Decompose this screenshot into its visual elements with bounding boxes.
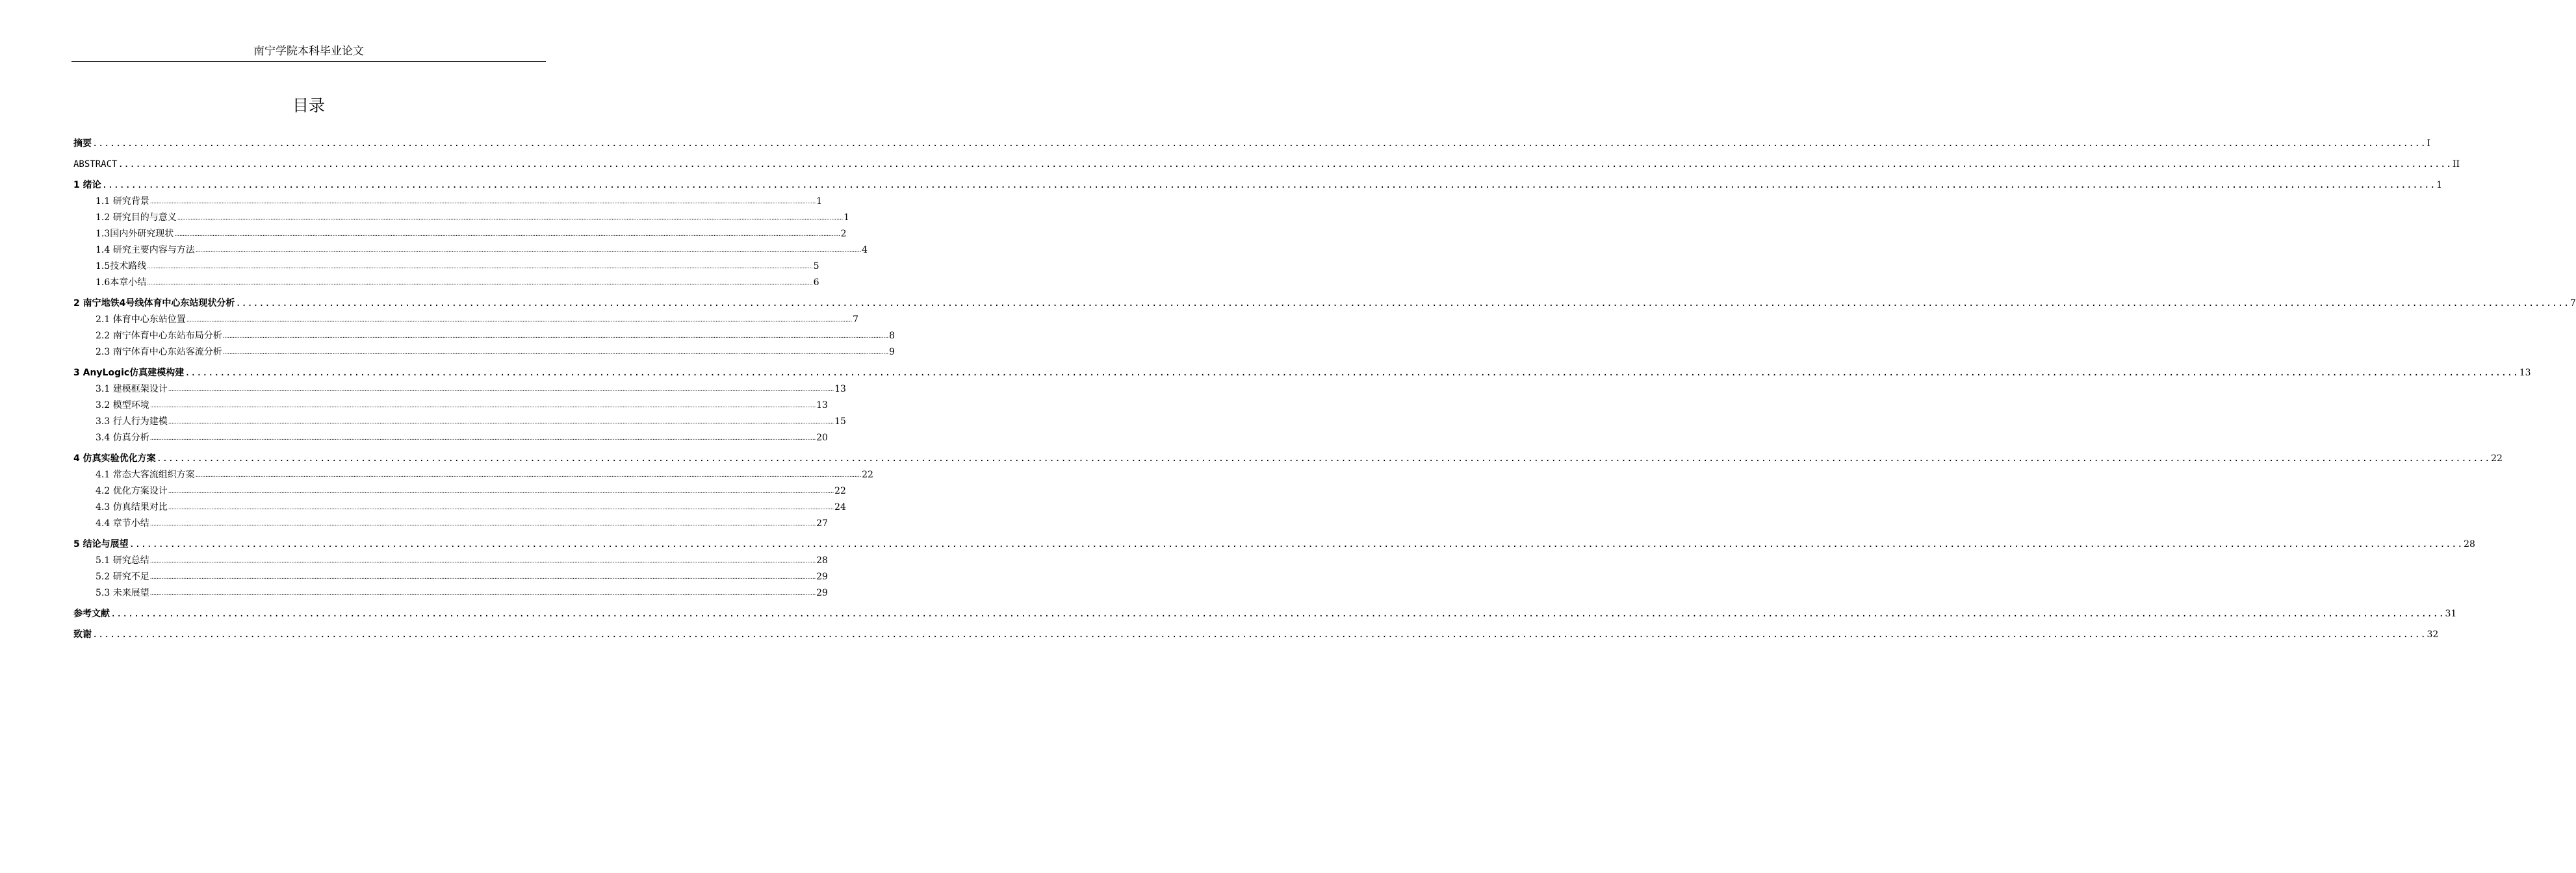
toc-dot-leader: ................................................................................................................................................................................................................................................................................................................................................................................................................: [186, 317, 853, 323]
toc-entry[interactable]: [96, 273, 819, 289]
toc-entry-label: 4.3 仿真结果对比: [96, 502, 168, 512]
toc-entry-label: 3.3 行人行为建模: [96, 416, 168, 427]
toc-entry-page-number: 1: [2436, 180, 2443, 190]
toc-entry-page-number: 32: [2427, 629, 2439, 640]
toc-entry[interactable]: [73, 449, 2503, 465]
toc-entry-label: 1.5技术路线: [96, 261, 147, 272]
toc-entry-label: 5.1 研究总结: [96, 555, 149, 566]
toc-dot-leader: ................................................................................................................................................................................................................................................................................................................................................................................................................: [147, 280, 813, 286]
toc-dot-leader: ................................................................................................................................................................................................................................................................................................................................................................................................................: [149, 199, 816, 205]
toc-entry-page-number: 7: [853, 314, 858, 325]
toc-entry[interactable]: [96, 380, 846, 396]
toc-entry-label: 2.2 南宁体育中心东站布局分析: [96, 331, 222, 341]
toc-entry[interactable]: [96, 514, 828, 530]
toc-entry-label: 参考文献: [73, 609, 110, 619]
toc-dot-leader: ................................................................................................................................................................................................................................................................................................................................................................................................................: [222, 349, 889, 356]
toc-entry-label: 2 南宁地铁4号线体育中心东站现状分析: [73, 298, 235, 309]
toc-entry-page-number: 29: [816, 588, 828, 598]
toc-entry-label: 致谢: [73, 629, 92, 640]
toc-entry-page-number: 22: [862, 470, 873, 480]
toc-entry[interactable]: [73, 364, 2531, 379]
running-header: 南宁学院本科毕业论文: [253, 45, 364, 58]
toc-entry[interactable]: [73, 626, 2439, 641]
toc-entry-page-number: 24: [834, 502, 846, 512]
toc-dot-leader: ................................................................................................................................................................................................................................................................................................................................................................................................................: [92, 629, 2427, 640]
toc-entry-label: 4.4 章节小结: [96, 518, 149, 529]
toc-dot-leader: ................................................................................................................................................................................................................................................................................................................................................................................................................: [149, 590, 816, 597]
toc-entry[interactable]: [73, 155, 2460, 171]
toc-dot-leader: ................................................................................................................................................................................................................................................................................................................................................................................................................: [168, 386, 834, 393]
toc-entry-label: 4 仿真实验优化方案: [73, 453, 156, 464]
toc-entry[interactable]: [96, 225, 847, 240]
toc-entry-page-number: 6: [813, 277, 819, 288]
toc-entry-label: 5.3 未来展望: [96, 588, 149, 598]
toc-dot-leader: ................................................................................................................................................................................................................................................................................................................................................................................................................: [118, 159, 2452, 170]
toc-entry-label: 1.6本章小结: [96, 277, 147, 288]
toc-entry[interactable]: [96, 551, 828, 567]
toc-dot-leader: ................................................................................................................................................................................................................................................................................................................................................................................................................: [149, 574, 816, 581]
toc-entry-label: 1.2 研究目的与意义: [96, 212, 177, 223]
toc-entry[interactable]: [96, 568, 828, 583]
toc-dot-leader: ................................................................................................................................................................................................................................................................................................................................................................................................................: [235, 298, 2570, 309]
toc-entry-page-number: 13: [834, 384, 846, 394]
toc-dot-leader: ................................................................................................................................................................................................................................................................................................................................................................................................................: [195, 247, 862, 254]
toc-entry-page-number: 29: [816, 572, 828, 582]
toc-dot-leader: ................................................................................................................................................................................................................................................................................................................................................................................................................: [185, 368, 2519, 378]
toc-entry-label: 5.2 研究不足: [96, 572, 149, 582]
toc-dot-leader: ................................................................................................................................................................................................................................................................................................................................................................................................................: [92, 138, 2427, 149]
toc-entry[interactable]: [96, 584, 828, 600]
toc-entry-label: 5 结论与展望: [73, 539, 129, 550]
toc-dot-leader: ................................................................................................................................................................................................................................................................................................................................................................................................................: [195, 472, 862, 479]
toc-entry[interactable]: [96, 209, 849, 224]
toc-entry-label: 摘要: [73, 138, 92, 149]
toc-entry[interactable]: [96, 257, 819, 273]
toc-entry-label: 1 绪论: [73, 180, 101, 190]
toc-entry-page-number: 1: [816, 196, 822, 207]
toc-entry[interactable]: [73, 605, 2457, 620]
toc-dot-leader: ................................................................................................................................................................................................................................................................................................................................................................................................................: [168, 505, 834, 511]
toc-entry-page-number: 22: [2491, 453, 2503, 464]
toc-entry-page-number: 13: [816, 400, 828, 411]
toc-entry-page-number: 5: [813, 261, 819, 272]
toc-entry-page-number: 2: [840, 229, 847, 239]
toc-entry-label: 1.1 研究背景: [96, 196, 149, 207]
toc-entry[interactable]: [96, 396, 828, 412]
toc-entry-page-number: 20: [816, 433, 828, 443]
toc-entry[interactable]: [96, 192, 822, 208]
toc-entry[interactable]: [96, 310, 858, 326]
toc-entry[interactable]: [73, 535, 2475, 551]
toc-entry[interactable]: [96, 327, 895, 342]
toc-entry-label: 1.3国内外研究现状: [96, 229, 174, 239]
toc-entry-page-number: 4: [862, 245, 868, 255]
toc-entry[interactable]: [96, 429, 828, 444]
toc-dot-leader: ................................................................................................................................................................................................................................................................................................................................................................................................................: [110, 609, 2445, 619]
toc-dot-leader: ................................................................................................................................................................................................................................................................................................................................................................................................................: [174, 231, 840, 238]
toc-entry-page-number: II: [2452, 159, 2460, 170]
toc-entry-label: 3.4 仿真分析: [96, 433, 149, 443]
toc-entry[interactable]: [96, 412, 846, 428]
toc-entry-label: 4.2 优化方案设计: [96, 486, 168, 496]
toc-entry-label: 2.3 南宁体育中心东站客流分析: [96, 347, 222, 357]
toc-entry[interactable]: [96, 241, 868, 257]
toc-dot-leader: ................................................................................................................................................................................................................................................................................................................................................................................................................: [156, 453, 2491, 464]
toc-entry-page-number: 28: [816, 555, 828, 566]
toc-entry[interactable]: [73, 134, 2431, 150]
toc-dot-leader: ................................................................................................................................................................................................................................................................................................................................................................................................................: [168, 488, 834, 495]
toc-dot-leader: ................................................................................................................................................................................................................................................................................................................................................................................................................: [222, 333, 889, 340]
toc-entry-page-number: 15: [834, 416, 846, 427]
toc-entry[interactable]: [73, 294, 2576, 310]
toc-entry-label: 2.1 体育中心东站位置: [96, 314, 186, 325]
toc-entry-page-number: 1: [844, 212, 849, 223]
toc-dot-leader: ................................................................................................................................................................................................................................................................................................................................................................................................................: [149, 403, 816, 409]
header-rule: [71, 61, 546, 62]
toc-dot-leader: ................................................................................................................................................................................................................................................................................................................................................................................................................: [149, 521, 816, 527]
page-title: 目录: [292, 96, 325, 115]
toc-dot-leader: ................................................................................................................................................................................................................................................................................................................................................................................................................: [168, 419, 834, 425]
toc-entry-page-number: 7: [2570, 298, 2576, 309]
toc-entry[interactable]: [96, 498, 846, 514]
toc-entry-page-number: 27: [816, 518, 828, 529]
toc-entry-page-number: 9: [889, 347, 895, 357]
toc-entry[interactable]: [73, 176, 2443, 192]
toc-dot-leader: ................................................................................................................................................................................................................................................................................................................................................................................................................: [177, 215, 844, 221]
toc-entry-page-number: I: [2427, 138, 2431, 149]
toc-entry-label: 3.2 模型环境: [96, 400, 149, 411]
toc-entry-label: ABSTRACT: [73, 159, 118, 170]
toc-entry-label: 3 AnyLogic仿真建模构建: [73, 368, 185, 378]
toc-entry[interactable]: [96, 482, 846, 498]
toc-entry-page-number: 28: [2464, 539, 2475, 550]
toc-entry-page-number: 22: [834, 486, 846, 496]
toc-entry-page-number: 13: [2519, 368, 2531, 378]
toc-dot-leader: ................................................................................................................................................................................................................................................................................................................................................................................................................: [147, 264, 813, 270]
toc-dot-leader: ................................................................................................................................................................................................................................................................................................................................................................................................................: [149, 435, 816, 442]
toc-entry-page-number: 31: [2445, 609, 2457, 619]
toc-entry-label: 4.1 常态大客流组织方案: [96, 470, 195, 480]
toc-entry-label: 3.1 建模框架设计: [96, 384, 168, 394]
toc-entry[interactable]: [96, 343, 895, 359]
toc-entry-label: 1.4 研究主要内容与方法: [96, 245, 195, 255]
toc-dot-leader: ................................................................................................................................................................................................................................................................................................................................................................................................................: [129, 539, 2464, 550]
toc-dot-leader: ................................................................................................................................................................................................................................................................................................................................................................................................................: [149, 558, 816, 564]
toc-entry[interactable]: [96, 466, 873, 481]
toc-dot-leader: ................................................................................................................................................................................................................................................................................................................................................................................................................: [101, 180, 2436, 190]
toc-entry-page-number: 8: [889, 331, 895, 341]
